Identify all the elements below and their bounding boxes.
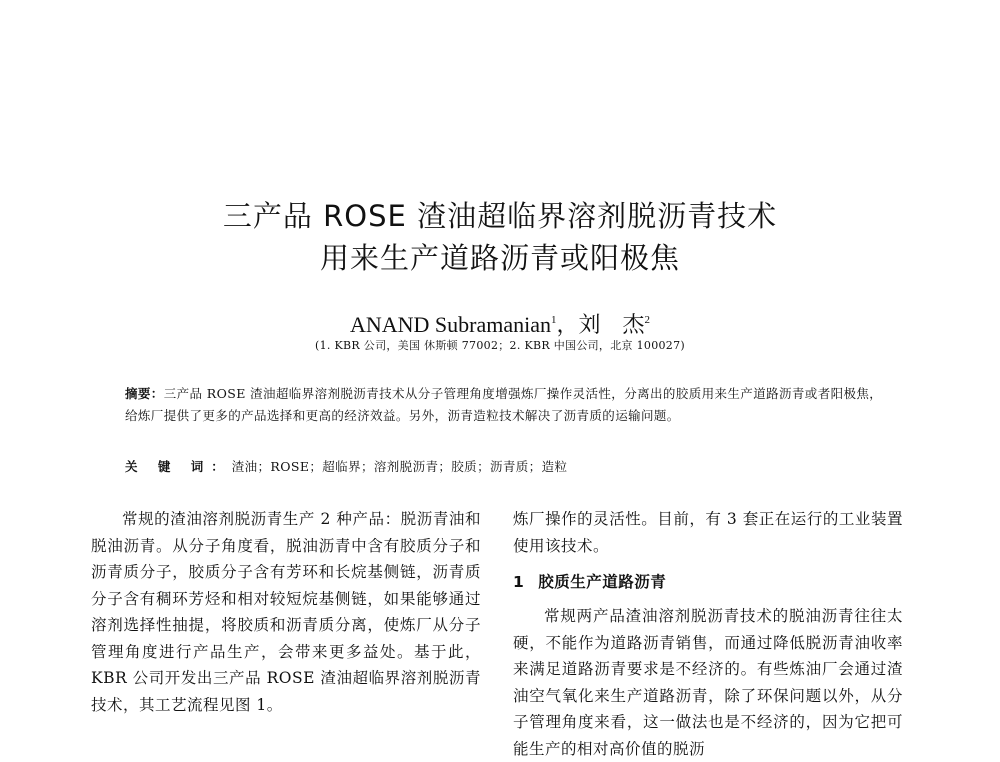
continued-paragraph: 炼厂操作的灵活性。目前，有 3 套正在运行的工业装置使用该技术。 [513,510,903,555]
abstract-label: 摘要： [125,386,164,401]
body-column-right [513,506,903,762]
affiliation: (1. KBR 公司，美国 休斯顿 77002；2. KBR 中国公司，北京 100027) [315,339,685,352]
abstract-text: 三产品 ROSE 渣油超临界溶剂脱沥青技术从分子管理角度增强炼厂操作灵活性，分离出的胶质用来生产道路沥青或者阳极焦，给炼厂提供了更多的产品选择和更高的经济效益。另外，沥青造粒技术解决了沥青质的运输问题。 [125,386,883,423]
title-line-1: 三产品 ROSE 渣油超临界溶剂脱沥青技术 [222,199,778,233]
author-2-affil-mark: 2 [644,314,651,326]
keywords-text: 渣油；ROSE；超临界；溶剂脱沥青；胶质；沥青质；造粒 [231,459,568,474]
keywords [125,456,883,478]
author-1-affil-mark: 1 [551,314,557,326]
author-1: ANAND Subramanian [349,312,551,337]
author-2: 刘 杰 [578,312,645,337]
section-1-title: 胶质生产道路沥青 [538,573,667,591]
title-line-2: 用来生产道路沥青或阳极焦 [319,241,680,275]
authors [0,305,1000,340]
author-separator: ， [556,312,579,337]
section-1-number: 1 [513,573,525,591]
body-column-left [91,506,481,718]
intro-paragraph: 常规的渣油溶剂脱沥青生产 2 种产品：脱沥青油和脱油沥青。从分子角度看，脱油沥青中含有胶质分子和沥青质分子，胶质分子含有芳环和长烷基侧链，沥青质分子含有稠环芳烃和相对较短烷基侧链，如果能够通过溶剂选择性抽提，将胶质和沥青质分离，使炼厂从分子管理角度进行产品生产，会带来更多益处。基于此，KBR 公司开发出三产品 ROSE 渣油超临界溶剂脱沥青技术，其工艺流程见图 1。 [91,510,481,714]
keywords-label: 关 键 词： [125,459,232,474]
abstract [125,383,883,427]
section-1-heading [513,569,903,595]
section-1-paragraph: 常规两产品渣油溶剂脱沥青技术的脱油沥青往往太硬，不能作为道路沥青销售，而通过降低脱沥青油收率来满足道路沥青要求是不经济的。有些炼油厂会通过渣油空气氧化来生产道路沥青，除了环保问题以外，从分子管理角度来看，这一做法也是不经济的，因为它把可能生产的相对高价值的脱沥 [513,607,903,758]
